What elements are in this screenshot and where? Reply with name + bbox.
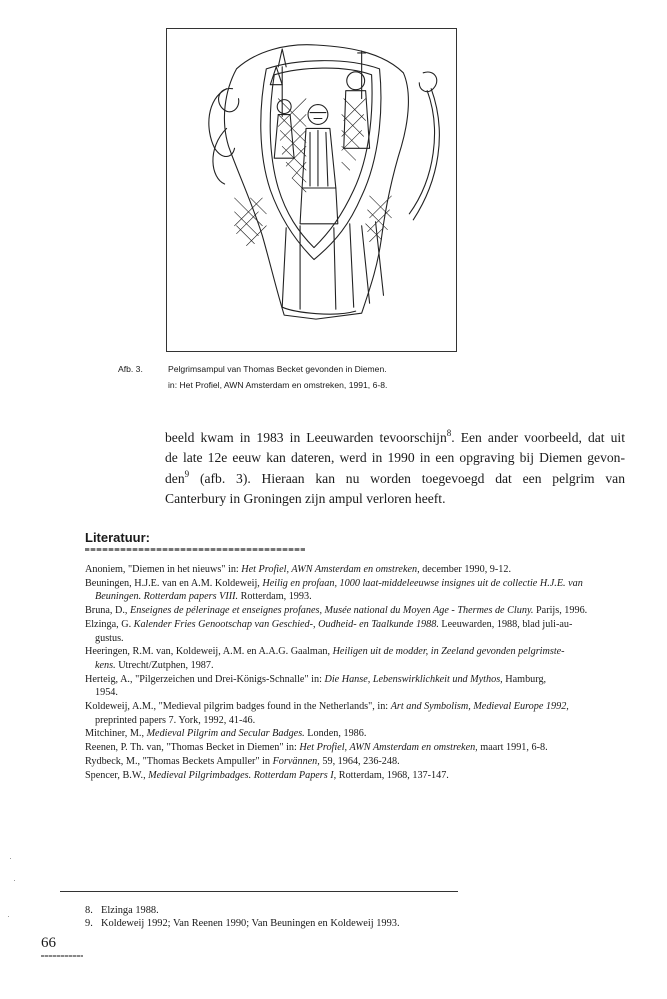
- literature-entry: Anoniem, "Diemen in het nieuws" in: Het Profiel, AWN Amsterdam en omstreken, december 1990, 9-12.: [85, 564, 512, 575]
- literature-entry: Herteig, A., "Pilgerzeichen und Drei-Königs-Schnalle" in: Die Hanse, Lebenswirklichkeit und Mythos, Hamburg,: [85, 673, 547, 685]
- literature-list: [85, 563, 635, 782]
- body-line: Canterbury in Groningen zijn ampul verloren heeft.: [165, 490, 446, 506]
- scan-speck: [8, 916, 9, 917]
- literature-entry-continuation: Beuningen. Rotterdam papers VIII. Rotterdam, 1993.: [95, 591, 312, 603]
- footnote-ref: 9: [184, 468, 190, 479]
- literature-entry-continuation: preprinted papers 7. York, 1992, 41-46.: [95, 714, 256, 726]
- page-number-rule: [41, 955, 83, 957]
- footnotes: [85, 904, 400, 930]
- literature-entry-continuation: kens. Utrecht/Zutphen, 1987.: [95, 659, 214, 671]
- literature-entry: Elzinga, G. Kalender Fries Genootschap van Geschied-, Oudheid- en Taalkunde 1988. Leeuwarden, 1988, blad juli-au-: [85, 618, 573, 630]
- literature-entry: Heeringen, R.M. van, Koldeweij, A.M. en A.A.G. Gaalman, Heiligen uit de modder, in Zeeland gevonden pelgrimste-: [85, 646, 565, 658]
- literature-entry: Reenen, P. Th. van, "Thomas Becket in Diemen" in: Het Profiel, AWN Amsterdam en omstreken, maart 1991, 6-8.: [85, 742, 548, 754]
- literature-entry-continuation: gustus.: [95, 632, 124, 644]
- literature-entry: Koldeweij, A.M., "Medieval pilgrim badges found in the Netherlands", in: Art and Symbolism, Medieval Europe 1992,: [85, 701, 569, 713]
- body-line: beeld kwam in 1983 in Leeuwarden tevoorschijn$^8$. Een ander voorbeeld, dat uit: [165, 428, 625, 445]
- literature-entry: Spencer, B.W., Medieval Pilgrimbadges. Rotterdam Papers I, Rotterdam, 1968, 137-147.: [85, 769, 449, 781]
- page-number: 66: [41, 935, 56, 951]
- literature-entry: Mitchiner, M., Medieval Pilgrim and Secular Badges. Londen, 1986.: [85, 728, 367, 740]
- footnote: 9. Koldeweij 1992; Van Reenen 1990; Van Beuningen en Koldeweij 1993.: [85, 918, 400, 929]
- caption-line-2: in: Het Profiel, AWN Amsterdam en omstreken, 1991, 6-8.: [168, 380, 388, 390]
- literature-entry: Rydbeck, M., "Thomas Beckets Ampuller" in Forvännen, 59, 1964, 236-248.: [85, 755, 400, 767]
- footnote-divider: [60, 891, 458, 892]
- footnote-ref: 8: [446, 428, 452, 438]
- heading-underline: [85, 548, 305, 551]
- body-line: de late 12e eeuw kan dateren, werd in 1990 in een opgraving bij Diemen gevon-: [165, 450, 625, 466]
- literature-heading: Literatuur:: [85, 530, 150, 545]
- figure-ampulla-drawing: [166, 28, 457, 352]
- literature-entry-continuation: 1954.: [95, 687, 118, 699]
- scan-speck: [14, 880, 15, 881]
- caption-line-1: Pelgrimsampul van Thomas Becket gevonden in Diemen.: [168, 364, 387, 374]
- scan-speck: [10, 858, 11, 859]
- literature-entry: Beuningen, H.J.E. van en A.M. Koldeweij, Heilig en profaan, 1000 laat-middeleeuwse insignes uit de collectie H.J.E. van: [85, 577, 583, 589]
- ampulla-line-drawing: [167, 29, 456, 351]
- literature-entry: Bruna, D., Enseignes de pélerinage et enseignes profanes, Musée national du Moyen Age - Thermes de Cluny. Parijs, 1996.: [85, 605, 588, 617]
- figure-label: Afb. 3.: [118, 364, 143, 374]
- body-line: den$^9$ (afb. 3). Hieraan kan nu worden toegevoegd dat een pelgrim van: [165, 468, 625, 486]
- footnote: 8. Elzinga 1988.: [85, 905, 159, 916]
- body-paragraph: [165, 428, 625, 509]
